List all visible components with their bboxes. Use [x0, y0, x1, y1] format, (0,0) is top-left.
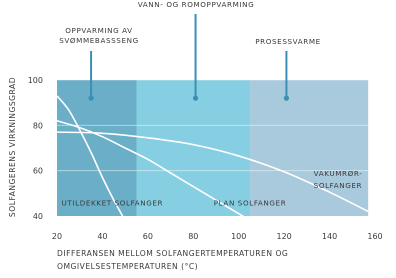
series-label-2-line: VAKUMRØR- [313, 168, 363, 178]
x-tick-20: 20 [51, 232, 63, 241]
application-label-0-line: OPPVARMING AV [65, 26, 133, 35]
series-label-0-line: UTILDEKKET SOLFANGER [61, 198, 164, 208]
y-tick-80: 80 [32, 121, 43, 131]
x-tick-60: 60 [142, 232, 153, 241]
y-tick-40: 40 [32, 212, 43, 221]
application-label-2-line: PROSESSVARME [255, 37, 321, 46]
y-tick-100: 100 [27, 76, 43, 85]
x-axis-title-text [57, 249, 288, 271]
x-tick-labels [52, 232, 383, 241]
series-label-0 [62, 198, 164, 207]
application-label-0-line: SVØMMEBASSSENG [59, 36, 139, 45]
application-marker-dot-0 [88, 96, 93, 101]
application-label-1 [138, 0, 255, 9]
series-label-1-line: PLAN SOLFANGER [213, 198, 287, 208]
series-label-1 [214, 198, 287, 207]
application-marker-dot-1 [193, 96, 198, 101]
application-marker-dot-2 [284, 96, 289, 101]
application-label-0 [59, 26, 139, 45]
plot-zones [57, 80, 368, 216]
x-tick-40: 40 [97, 232, 108, 241]
application-label-2 [255, 37, 321, 46]
x-tick-160: 160 [367, 232, 383, 241]
x-axis-title-text-line: OMGIVELSESTEMPERATUREN (°C) [57, 262, 199, 271]
application-labels [59, 0, 321, 46]
x-tick-140: 140 [321, 232, 338, 241]
x-axis-title [57, 249, 288, 271]
x-tick-120: 120 [276, 232, 292, 241]
x-tick-80: 80 [188, 232, 199, 241]
application-label-1-line: VANN- OG ROMOPPVARMING [137, 0, 255, 9]
x-tick-100: 100 [231, 232, 247, 241]
y-tick-labels [28, 76, 43, 221]
y-axis-title: SOLFANGERENS VIRKNINGSGRAD [8, 76, 17, 218]
zone-2 [250, 80, 368, 216]
x-axis-title-text-line: DIFFERANSEN MELLOM SOLFANGERTEMPERATUREN OG [57, 249, 289, 258]
series-label-2-line: SOLFANGER [313, 180, 363, 190]
y-tick-60: 60 [32, 166, 43, 176]
zone-1 [137, 80, 251, 216]
